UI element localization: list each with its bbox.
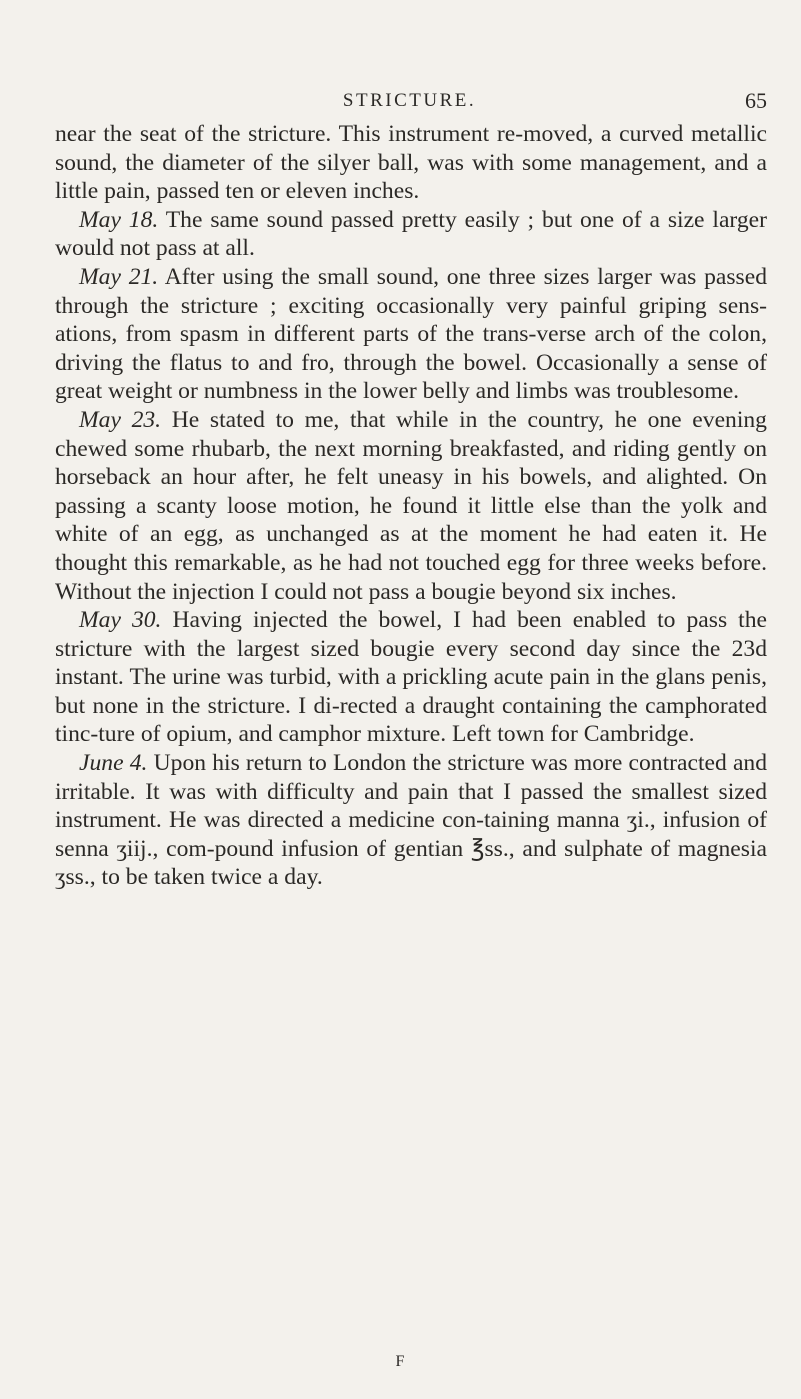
paragraph-text: After using the small sound, one three sizes larger was passed through the stricture ; exciting occasionally very painful griping sens-ations, from spasm in different parts of the trans-verse arch of the colon, driving the flatus to and fro, through the bowel. Occasionally a sense of great weight or numbness in the lower belly and limbs was troublesome.: [55, 263, 767, 405]
paragraph-text: He stated to me, that while in the country, he one evening chewed some rhubarb, the next morning breakfasted, and riding gently on horseback an hour after, he felt uneasy in his bowels, and alighted. On passing a scanty loose motion, he found it little else than the yolk and white of an egg, as unchanged as at the moment he had eaten it. He thought this remarkable, as he had not touched egg for three weeks before. Without the injection I could not pass a bougie beyond six inches.: [55, 406, 767, 605]
paragraph-may-21: [55, 263, 767, 406]
paragraph-june-4: [55, 749, 767, 892]
entry-date: May 23.: [79, 406, 162, 433]
paragraph-may-18: [55, 206, 767, 263]
entry-date: June 4.: [79, 750, 148, 777]
entry-date: May 18.: [79, 206, 159, 233]
page-number: 65: [745, 88, 767, 113]
running-title: STRICTURE.: [342, 90, 477, 111]
paragraph-text: Upon his return to London the stricture was more contracted and irritable. It was with difficulty and pain that I passed the smallest sized instrument. He was directed a medicine con-taining manna ʒi., infusion of senna ʒiij., com-pound infusion of gentian ℥ss., and sulphate of magnesia ʒss., to be taken twice a day.: [55, 750, 768, 891]
signature-mark: F: [395, 1353, 406, 1370]
paragraph-text: The same sound passed pretty easily ; but one of a size larger would not pass at all.: [55, 206, 767, 262]
body-text: [55, 120, 767, 892]
entry-date: May 30.: [79, 607, 162, 634]
paragraph-may-23: [55, 406, 767, 606]
paragraph-text: Having injected the bowel, I had been enabled to pass the stricture with the largest sized bougie every second day since the 23d instant. The urine was turbid, with a prickling acute pain in the glans penis, but none in the stricture. I di-rected a draught containing the camphorated tinc-ture of opium, and camphor mixture. Left town for Cambridge.: [55, 607, 767, 748]
entry-date: May 21.: [79, 263, 159, 290]
paragraph-text: near the seat of the stricture. This instrument re-moved, a curved metallic sound, the diameter of the silyer ball, was with some management, and a little pain, passed ten or eleven inches.: [55, 121, 767, 205]
paragraph-continuation: [55, 120, 767, 206]
paragraph-may-30: [55, 606, 767, 749]
running-head: [52, 88, 767, 118]
